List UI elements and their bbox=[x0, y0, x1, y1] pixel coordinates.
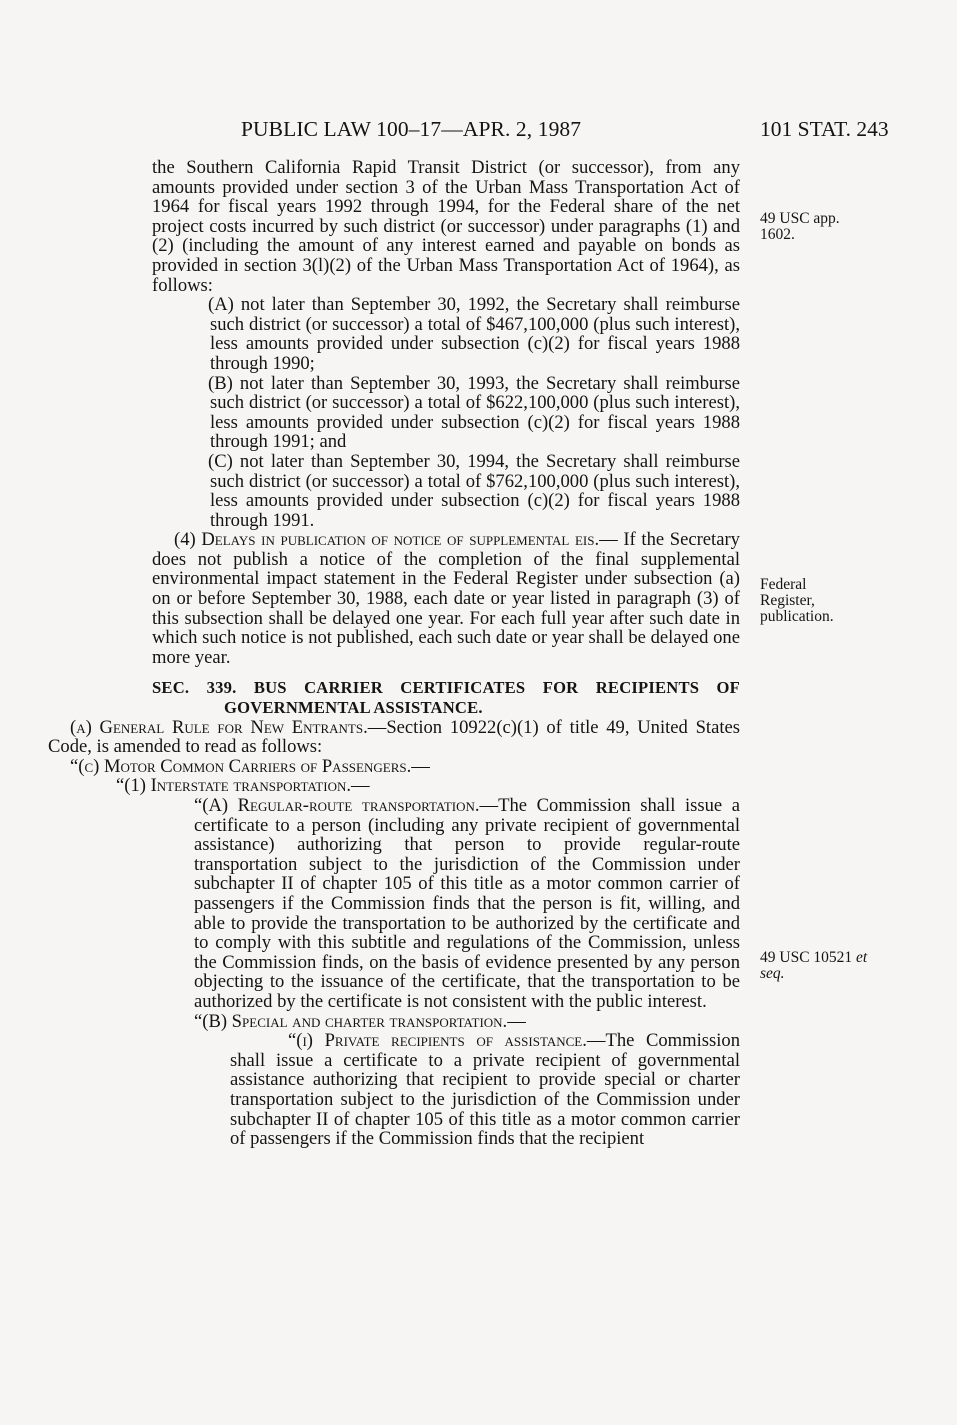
subparagraph-cA-heading: “(A) Regular-route transportation.— bbox=[194, 795, 499, 816]
margin-note-line bbox=[760, 950, 867, 966]
margin-note-federal-register bbox=[760, 577, 834, 625]
paragraph-c1-heading-text: “(1) Interstate transportation.— bbox=[116, 775, 370, 797]
margin-note-usc-1602 bbox=[760, 211, 840, 243]
paragraph-4-heading: (4) Delays in publication of notice of supplemental eis.— bbox=[174, 529, 618, 551]
subparagraph-C: (C) not later than September 30, 1994, the Secretary shall reimburse such district (or successor) a total of $762,100,000 (plus such interest), less amounts provided under subsection (c)(2) for fiscal years 1988 through 1991. bbox=[208, 450, 740, 531]
subparagraph-A: (A) not later than September 30, 1992, the Secretary shall reimburse such district (or successor) a total of $467,100,000 (plus such interest), less amounts provided under subsection (c)(2) for fiscal years 1988 through 1990; bbox=[208, 294, 740, 374]
margin-note-line: Federal bbox=[760, 576, 807, 593]
subparagraph-cB-heading-text: “(B) Special and charter transportation.— bbox=[194, 1010, 526, 1032]
section-339-heading: SEC. 339. BUS CARRIER CERTIFICATES FOR RECIPIENTS OF GOVERNMENTAL ASSISTANCE. bbox=[152, 678, 740, 718]
margin-note-line bbox=[760, 966, 867, 982]
paragraph-4 bbox=[152, 530, 740, 667]
margin-note-line: 49 USC app. bbox=[760, 210, 840, 227]
margin-note-et: et bbox=[856, 949, 868, 966]
margin-note-line: 1602. bbox=[760, 226, 795, 243]
clause-ci-heading: “(i) Private recipients of assistance.— bbox=[288, 1030, 606, 1052]
subparagraph-cB-heading bbox=[152, 1012, 740, 1032]
margin-note-citation: 49 USC 10521 bbox=[760, 949, 853, 966]
margin-note-line: publication. bbox=[760, 608, 834, 625]
subparagraph-cA-text: The Commission shall issue a certificate to a person (including any private recipient of governmental assistance) authorizing that person to provide regular-route transportation subject to the jurisdiction of the Commission under subchapter II of chapter 105 of this title as a motor common carrier of passengers if the Commission finds that the person is fit, willing, and able to provide the transportation to be authorized by the certificate and to comply with this subtitle and regulations of the Commission, unless the Commission finds, on the basis of evidence presented by any person objecting to the issuance of the certificate, that the transportation to be authorized by the certificate is not consistent with the public interest. bbox=[194, 795, 740, 1012]
running-header-title: PUBLIC LAW 100–17—APR. 2, 1987 bbox=[241, 117, 582, 141]
clause-ci bbox=[152, 1031, 740, 1149]
subsection-c-heading bbox=[48, 757, 740, 777]
statute-body bbox=[48, 157, 741, 1150]
subparagraph-cA bbox=[152, 796, 740, 1012]
subsection-c-heading-text: “(c) Motor Common Carriers of Passengers.— bbox=[70, 755, 430, 777]
subsection-a-heading: (a) General Rule for New Entrants.— bbox=[70, 716, 387, 738]
margin-note-usc-10521 bbox=[760, 950, 867, 982]
subsection-a-text: Section 10922(c)(1) of title 49, United States Code, is amended to read as follows: bbox=[48, 716, 741, 758]
subsection-a bbox=[48, 718, 740, 757]
margin-note-line: Register, bbox=[760, 592, 815, 609]
paragraph-continuation: the Southern California Rapid Transit District (or successor), from any amounts provided under section 3 of the Urban Mass Transportation Act of 1964 for fiscal years 1992 through 1994, for the Federal share of the net project costs incurred by such district (or successor) under paragraphs (1) and (2) (including the amount of any interest earned and payable on bonds as provided in section 3(l)(2) of the Urban Mass Transportation Act of 1964), as follows: bbox=[152, 157, 740, 296]
clause-ci-text: The Commission shall issue a certificate to a private recipient of governmental assistance authorizing that recipient to provide special or charter transportation subject to the jurisdiction of the Commission under subchapter II of chapter 105 of this title as a motor common carrier of passengers if the Commission finds that the recipient bbox=[230, 1030, 740, 1150]
running-header-stat-citation: 101 STAT. 243 bbox=[760, 117, 889, 141]
subparagraph-B: (B) not later than September 30, 1993, the Secretary shall reimburse such district (or successor) a total of $622,100,000 (plus such interest), less amounts provided under subsection (c)(2) for fiscal years 1988 through 1991; and bbox=[208, 372, 740, 453]
margin-note-seq: seq. bbox=[760, 965, 785, 982]
paragraph-c1-heading bbox=[48, 776, 740, 796]
paragraph-4-text: If the Secretary does not publish a notice of the completion of the final supplemental environmental impact statement in the Federal Register under subsection (a) on or before September 30, 1988, each date or year listed in paragraph (3) of this subsection shall be delayed one year. For each full year after such date in which such notice is not published, each such date or year shall be delayed one more year. bbox=[152, 529, 740, 668]
